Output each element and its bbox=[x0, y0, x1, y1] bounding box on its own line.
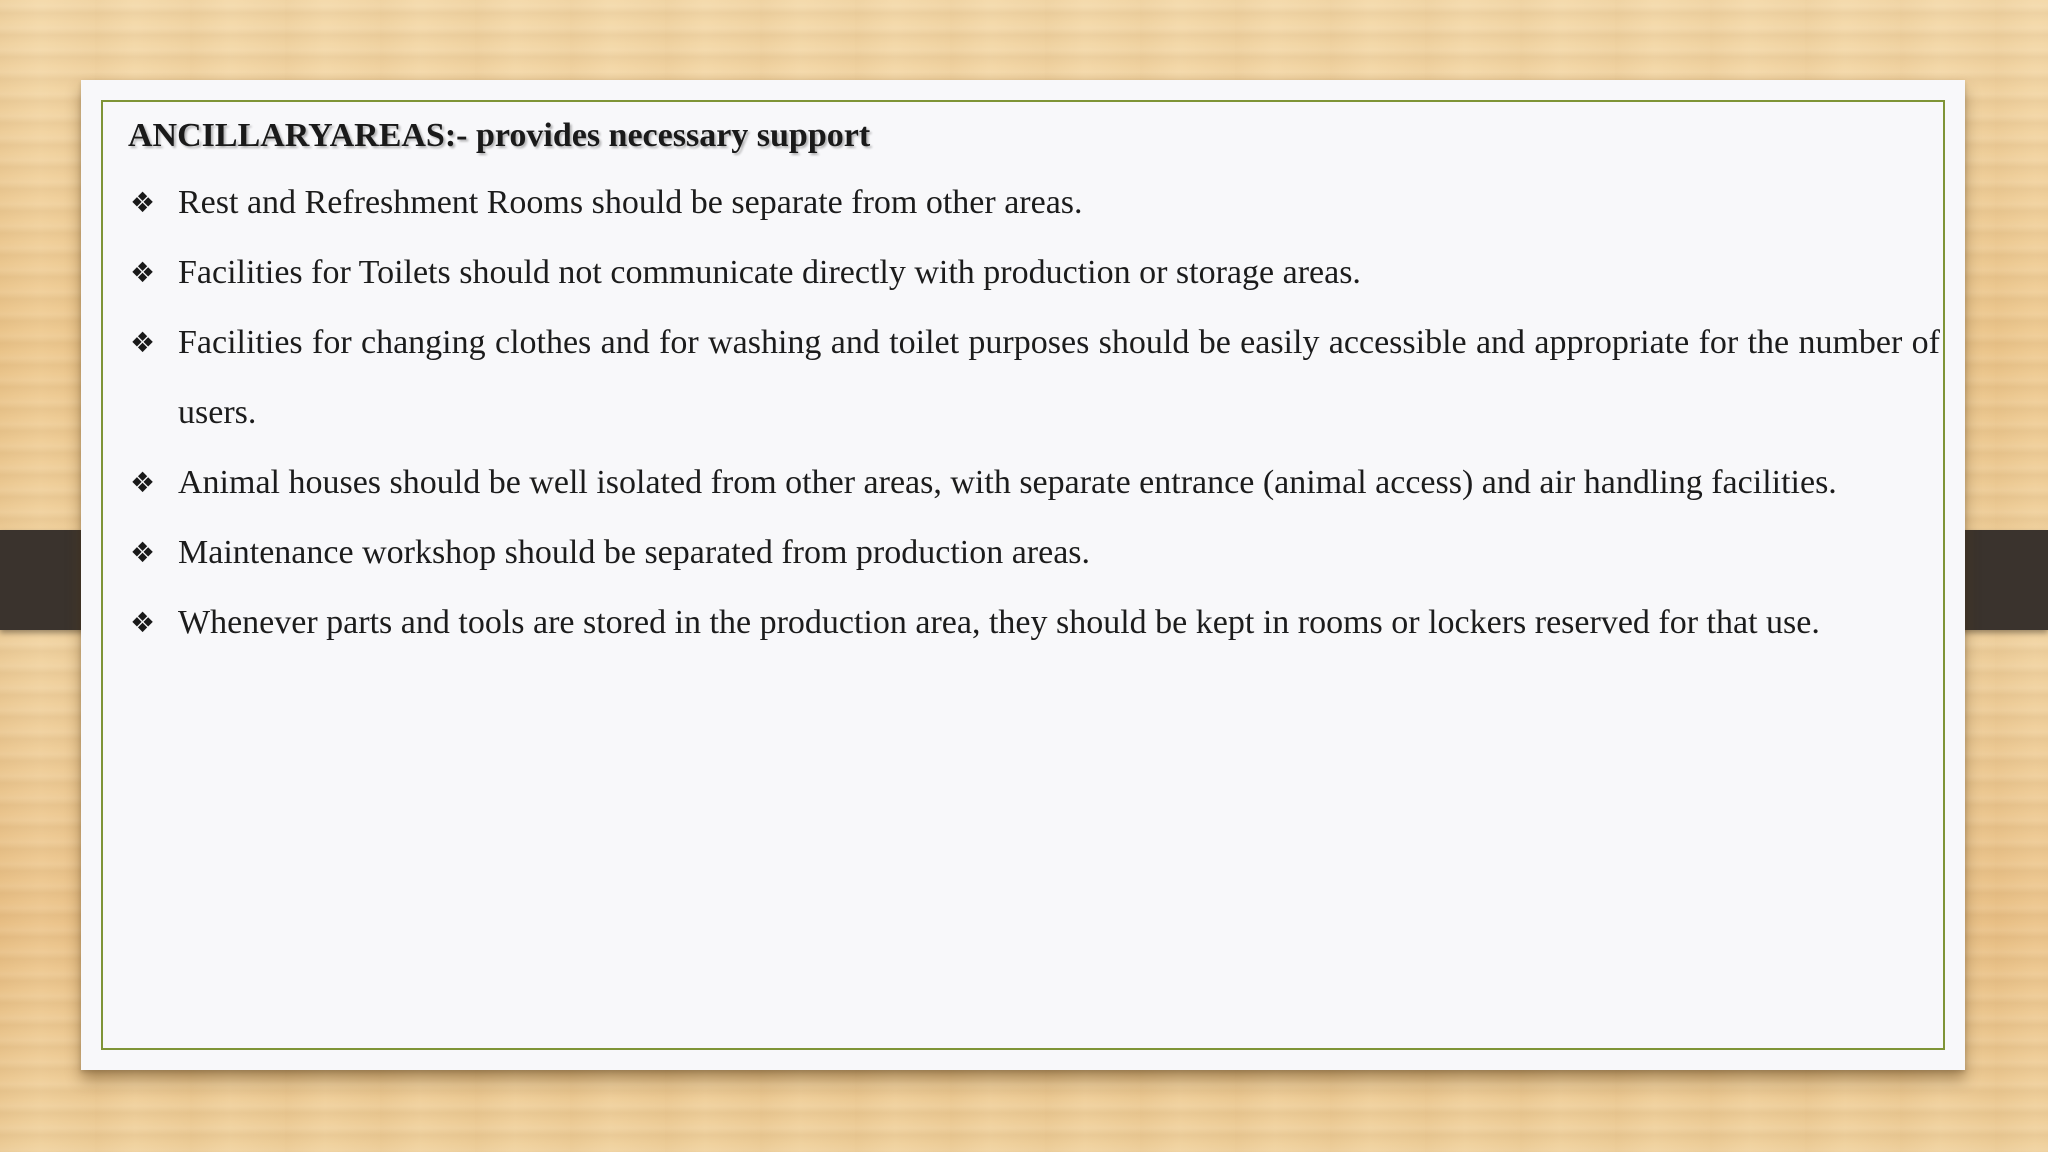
bullet-item-5 bbox=[128, 518, 1940, 588]
diamond-bullet-icon: ❖ bbox=[130, 536, 156, 569]
bullet-item-4 bbox=[128, 448, 1940, 518]
diamond-bullet-icon: ❖ bbox=[130, 326, 156, 359]
bullet-item-text: Maintenance workshop should be separated from production areas. bbox=[178, 534, 1091, 571]
slide-heading: ANCILLARYAREAS:- provides necessary support bbox=[128, 117, 871, 154]
bullet-item-1 bbox=[128, 168, 1940, 238]
diamond-bullet-icon: ❖ bbox=[130, 186, 156, 219]
slide-content bbox=[128, 116, 1940, 658]
slide-card bbox=[81, 80, 1965, 1070]
bullet-item-6 bbox=[128, 588, 1940, 658]
bullet-item-text: Facilities for changing clothes and for washing and toilet purposes should be easily accessible and appropriate for the number of users. bbox=[178, 324, 1940, 431]
bullet-item-text: Animal houses should be well isolated from other areas, with separate entrance (animal access) and air handling facilities. bbox=[178, 464, 1837, 501]
bullet-item-text: Rest and Refreshment Rooms should be separate from other areas. bbox=[178, 184, 1083, 221]
bullet-item-2 bbox=[128, 238, 1940, 308]
bullet-item-text: Whenever parts and tools are stored in the production area, they should be kept in rooms or lockers reserved for that use. bbox=[178, 604, 1820, 641]
diamond-bullet-icon: ❖ bbox=[130, 606, 156, 639]
bullet-item-text: Facilities for Toilets should not communicate directly with production or storage areas. bbox=[178, 254, 1361, 291]
diamond-bullet-icon: ❖ bbox=[130, 256, 156, 289]
diamond-bullet-icon: ❖ bbox=[130, 466, 156, 499]
bullet-item-3 bbox=[128, 308, 1940, 448]
